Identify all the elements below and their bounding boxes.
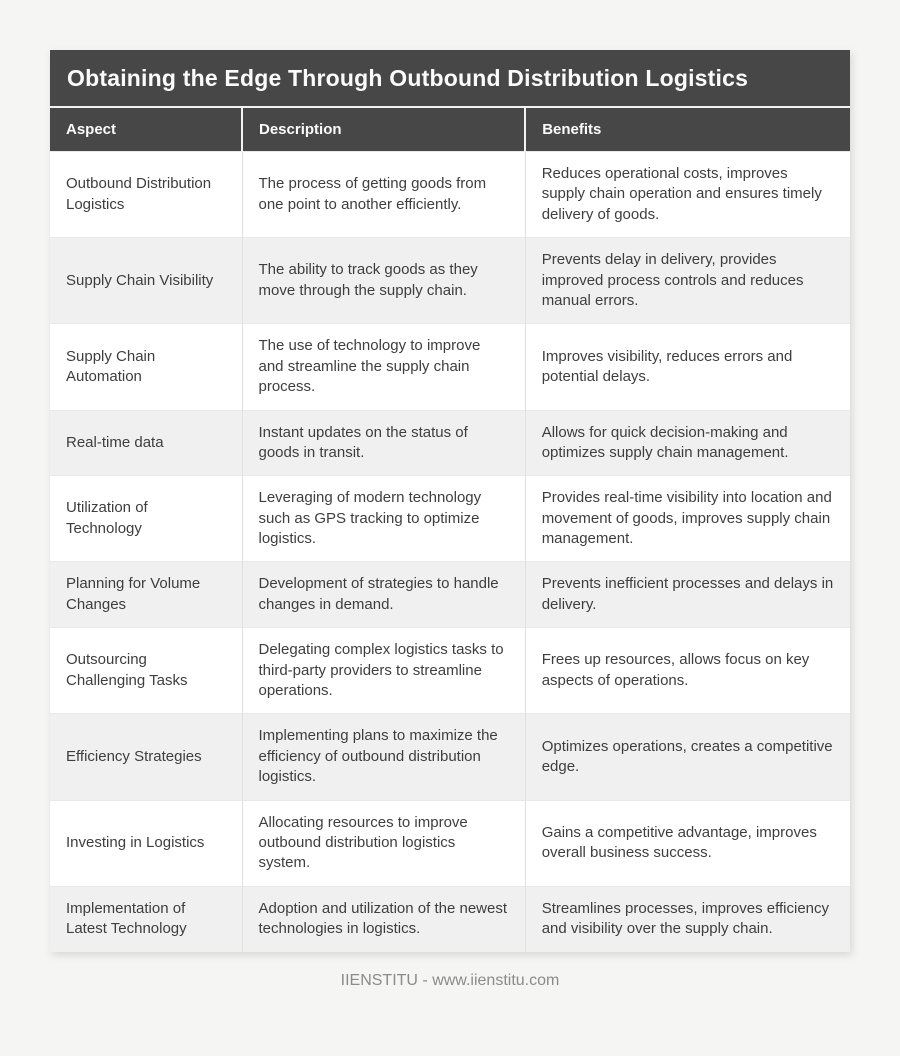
table-row: [50, 886, 850, 951]
logistics-table: [50, 106, 850, 952]
cell-aspect: Investing in Logistics: [50, 800, 242, 886]
cell-aspect: Real-time data: [50, 410, 242, 476]
cell-benefits: Allows for quick decision-making and optimizes supply chain management.: [525, 410, 850, 476]
table-row: [50, 238, 850, 324]
cell-benefits: Streamlines processes, improves efficiency and visibility over the supply chain.: [525, 886, 850, 951]
cell-benefits: Optimizes operations, creates a competitive edge.: [525, 714, 850, 800]
cell-aspect: Implementation of Latest Technology: [50, 886, 242, 951]
cell-description: Development of strategies to handle changes in demand.: [242, 562, 525, 628]
cell-description: Allocating resources to improve outbound distribution logistics system.: [242, 800, 525, 886]
cell-aspect: Outbound Distribution Logistics: [50, 152, 242, 238]
cell-benefits: Reduces operational costs, improves supply chain operation and ensures timely delivery of goods.: [525, 152, 850, 238]
table-row: [50, 324, 850, 410]
cell-aspect: Efficiency Strategies: [50, 714, 242, 800]
cell-aspect: Planning for Volume Changes: [50, 562, 242, 628]
cell-benefits: Frees up resources, allows focus on key aspects of operations.: [525, 628, 850, 714]
cell-description: The ability to track goods as they move through the supply chain.: [242, 238, 525, 324]
logistics-table-card: [50, 50, 850, 952]
column-header-benefits: Benefits: [525, 107, 850, 152]
table-row: [50, 476, 850, 562]
cell-description: Delegating complex logistics tasks to third-party providers to streamline operations.: [242, 628, 525, 714]
cell-aspect: Utilization of Technology: [50, 476, 242, 562]
cell-aspect: Supply Chain Visibility: [50, 238, 242, 324]
cell-benefits: Gains a competitive advantage, improves overall business success.: [525, 800, 850, 886]
header-row: [50, 107, 850, 152]
cell-description: Adoption and utilization of the newest technologies in logistics.: [242, 886, 525, 951]
cell-benefits: Prevents delay in delivery, provides improved process controls and reduces manual errors.: [525, 238, 850, 324]
cell-description: Leveraging of modern technology such as GPS tracking to optimize logistics.: [242, 476, 525, 562]
cell-benefits: Improves visibility, reduces errors and potential delays.: [525, 324, 850, 410]
table-row: [50, 562, 850, 628]
table-body: [50, 152, 850, 952]
table-row: [50, 800, 850, 886]
cell-description: Implementing plans to maximize the efficiency of outbound distribution logistics.: [242, 714, 525, 800]
cell-aspect: Supply Chain Automation: [50, 324, 242, 410]
table-row: [50, 410, 850, 476]
cell-aspect: Outsourcing Challenging Tasks: [50, 628, 242, 714]
table-row: [50, 628, 850, 714]
cell-description: The process of getting goods from one point to another efficiently.: [242, 152, 525, 238]
table-header: [50, 107, 850, 152]
cell-description: Instant updates on the status of goods in transit.: [242, 410, 525, 476]
page-title: Obtaining the Edge Through Outbound Distribution Logistics: [50, 50, 850, 106]
cell-description: The use of technology to improve and streamline the supply chain process.: [242, 324, 525, 410]
column-header-aspect: Aspect: [50, 107, 242, 152]
table-row: [50, 152, 850, 238]
cell-benefits: Provides real-time visibility into location and movement of goods, improves supply chain management.: [525, 476, 850, 562]
column-header-description: Description: [242, 107, 525, 152]
footer-branding: IIENSTITU - www.iienstitu.com: [340, 971, 560, 989]
table-row: [50, 714, 850, 800]
cell-benefits: Prevents inefficient processes and delays in delivery.: [525, 562, 850, 628]
